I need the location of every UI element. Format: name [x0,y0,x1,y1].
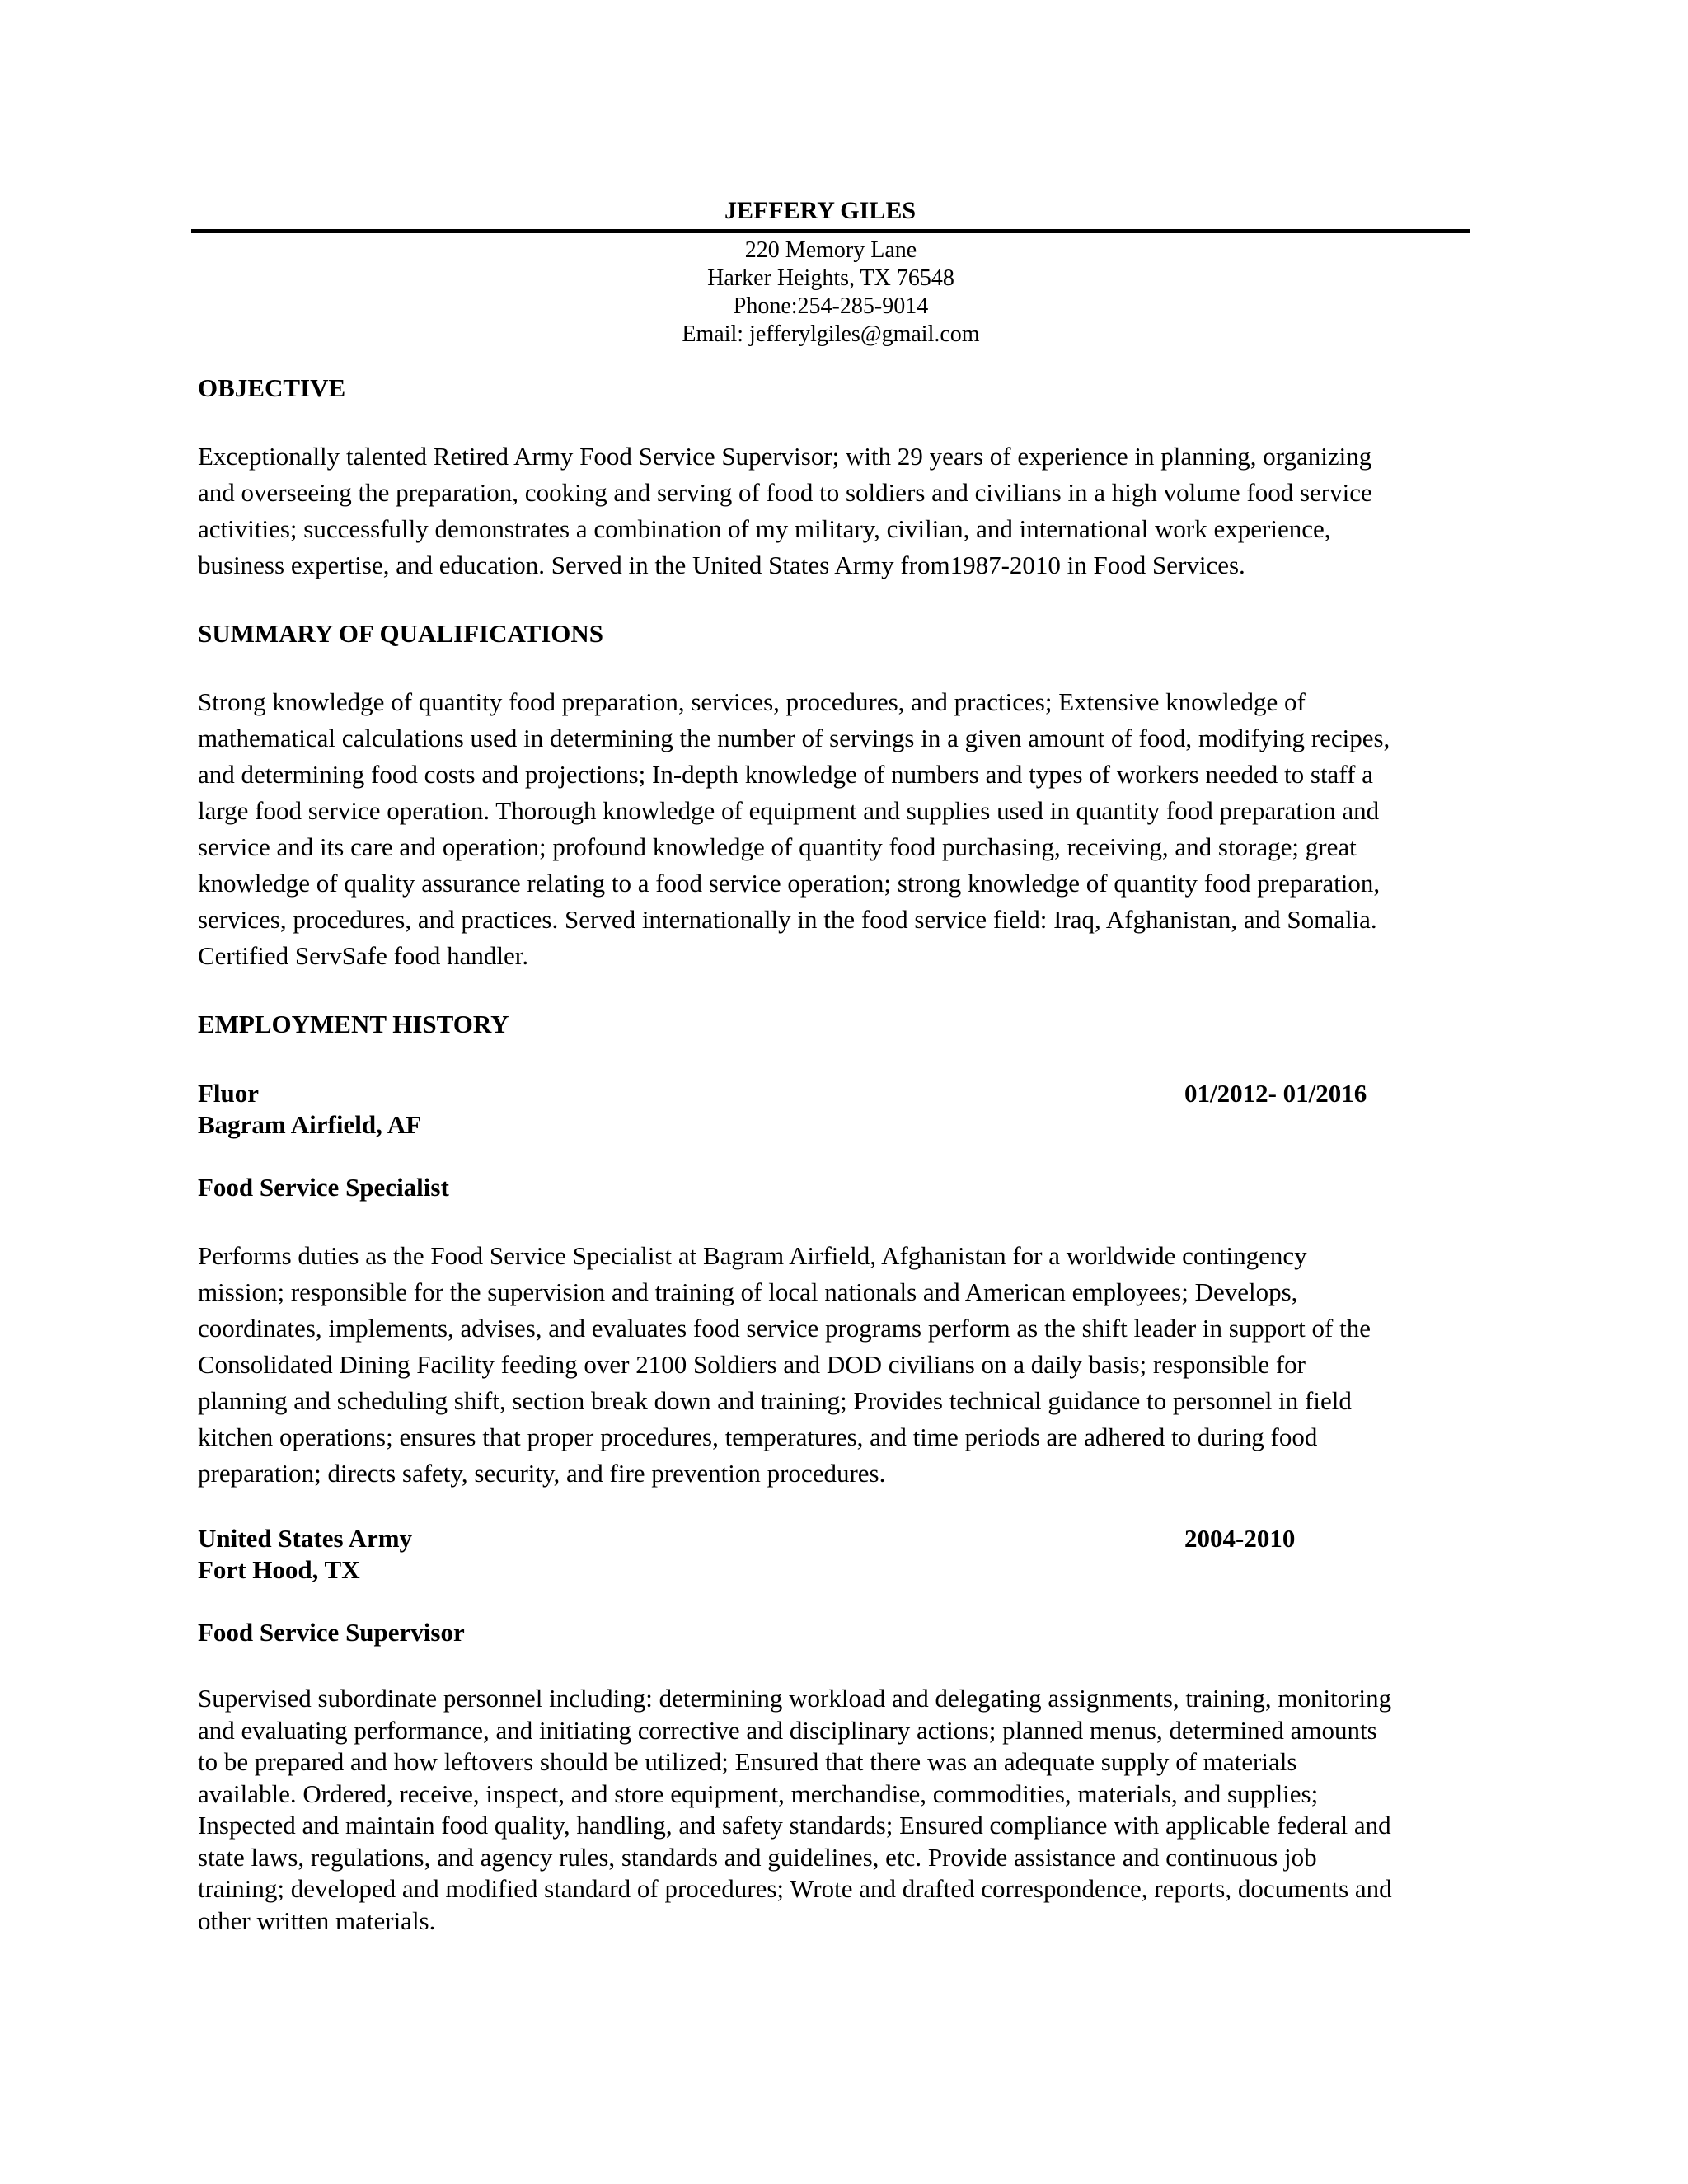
employment-heading: EMPLOYMENT HISTORY [198,1010,509,1038]
job-employer-row [198,1078,1484,1109]
job-entry-army [198,1492,1484,1937]
phone-number: Phone:254-285-9014 [733,293,929,319]
job-location: Fort Hood, TX [198,1555,360,1584]
job-dates: 01/2012- 01/2016 [1184,1079,1367,1108]
objective-heading: OBJECTIVE [198,373,346,402]
job-employer-row [198,1523,1484,1554]
job-title: Food Service Supervisor [198,1618,465,1647]
applicant-name: JEFFERY GILES [724,197,917,224]
job-employer: United States Army [198,1524,413,1553]
address-line-1: 220 Memory Lane [744,237,917,263]
email-address: Email: jefferylgiles@gmail.com [682,321,980,347]
address-line-2: Harker Heights, TX 76548 [707,265,954,291]
resume-body [198,371,1484,1937]
job-entry-fluor [198,1042,1484,1492]
job-dates: 2004-2010 [1184,1524,1296,1553]
job-description: Performs duties as the Food Service Specialist at Bagram Airfield, Afghanistan for a worldwide contingency mission; responsible for the supervision and training of local nationals and American employees; Develops, coordinates, implements, advises, and evaluates food service programs perform as the shift leader in support of the Consolidated Dining Facility feeding over 2100 Soldiers and DOD civilians on a daily basis; responsible for planning and scheduling shift, section break down and training; Provides technical guidance to personnel in field kitchen operations; ensures that proper procedures, temperatures, and time periods are adhered to during food preparation; directs safety, security, and fire prevention procedures. [198,1241,1371,1488]
resume-header [191,194,1470,349]
objective-text: Exceptionally talented Retired Army Food Service Supervisor; with 29 years of experience in planning, organizing and overseeing the preparation, cooking and serving of food to soldiers and civilians in a high volume food service activities; successfully demonstrates a combination of my military, civilian, and international work experience, business expertise, and education. Served in the United States Army from1987-2010 in Food Services. [198,442,1372,579]
header-divider [191,229,1470,233]
qualifications-text: Strong knowledge of quantity food preparation, services, procedures, and practices; Extensive knowledge of mathematical calculations used in determining the number of servings in a given amount of food, modifying recipes, and determining food costs and projections; In-depth knowledge of numbers and types of workers needed to staff a large food service operation. Thorough knowledge of equipment and supplies used in quantity food preparation and service and its care and operation; profound knowledge of quantity food purchasing, receiving, and storage; great knowledge of quality assurance relating to a food service operation; strong knowledge of quantity food preparation, services, procedures, and practices. Served internationally in the food service field: Iraq, Afghanistan, and Somalia. Certified ServSafe food handler. [198,687,1390,970]
job-location: Bagram Airfield, AF [198,1110,422,1139]
job-employer: Fluor [198,1079,260,1108]
job-title: Food Service Specialist [198,1173,449,1202]
qualifications-heading: SUMMARY OF QUALIFICATIONS [198,619,604,648]
job-description: Supervised subordinate personnel including: determining workload and delegating assignments, training, monitoring and evaluating performance, and initiating corrective and disciplinary actions; planned menus, determined amounts to be prepared and how leftovers should be utilized; Ensured that there was an adequate supply of materials available. Ordered, receive, inspect, and store equipment, merchandise, commodities, materials, and supplies; Inspected and maintain food quality, handling, and safety standards; Ensured compliance with applicable federal and state laws, regulations, and agency rules, standards and guidelines, etc. Provide assistance and continuous job training; developed and modified standard of procedures; Wrote and drafted correspondence, reports, documents and other written materials. [198,1684,1392,1935]
